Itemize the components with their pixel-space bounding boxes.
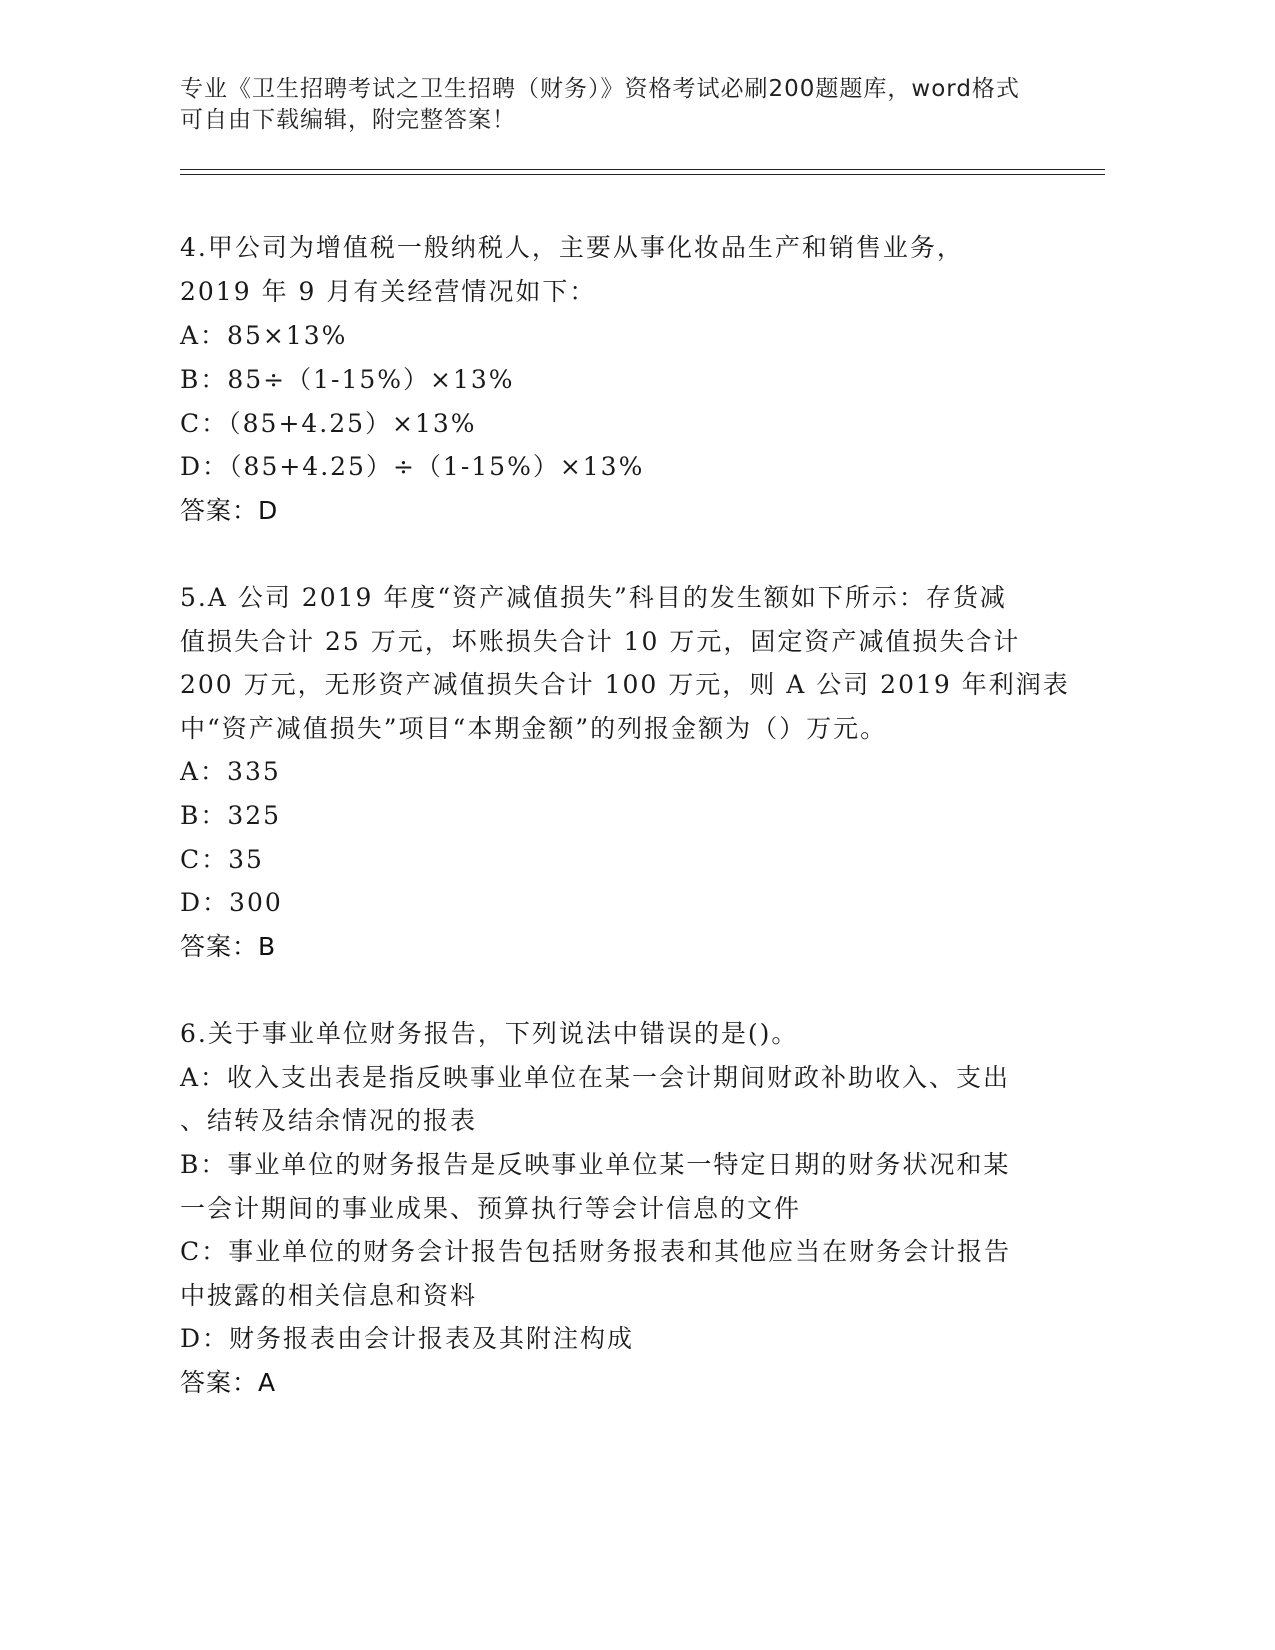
question-4-text-line-2: 2019 年 9 月有关经营情况如下： [180, 277, 597, 306]
question-5-option-d: D：300 [180, 888, 283, 917]
question-6-option-a-line-2: 、结转及结余情况的报表 [180, 1106, 478, 1135]
question-6-answer: 答案：A [180, 1368, 277, 1397]
question-6-option-c-line-1: C：事业单位的财务会计报告包括财务报表和其他应当在财务会计报告 [180, 1237, 1012, 1266]
question-4-text-line-1: 4.甲公司为增值税一般纳税人，主要从事化妆品生产和销售业务， [180, 233, 964, 262]
question-5-text-line-2: 值损失合计 25 万元，坏账损失合计 10 万元，固定资产减值损失合计 [180, 627, 1021, 656]
question-4-option-d: D：（85+4.25）÷（1-15%）×13% [180, 452, 645, 481]
document-header [180, 74, 1040, 136]
question-5-text-line-3: 200 万元，无形资产减值损失合计 100 万元，则 A 公司 2019 年利润表 [180, 670, 1070, 699]
question-5-option-b: B：325 [180, 801, 282, 830]
question-4-answer: 答案：D [180, 496, 279, 525]
question-6-option-b-line-2: 一会计期间的事业成果、预算执行等会计信息的文件 [180, 1194, 802, 1223]
question-6-option-c-line-2: 中披露的相关信息和资料 [180, 1281, 478, 1310]
question-6-option-d: D：财务报表由会计报表及其附注构成 [180, 1324, 635, 1353]
header-divider-top [180, 169, 1105, 170]
question-6-option-b-line-1: B：事业单位的财务报告是反映事业单位某一特定日期的财务状况和某 [180, 1150, 1011, 1179]
question-5-answer: 答案：B [180, 932, 277, 961]
question-4-option-c: C：（85+4.25）×13% [180, 409, 477, 438]
header-divider-bottom [180, 174, 1105, 175]
question-6-option-a-line-1: A：收入支出表是指反映事业单位在某一会计期间财政补助收入、支出 [180, 1063, 1011, 1092]
question-5-option-c: C：35 [180, 845, 264, 874]
header-line-1: 专业《卫生招聘考试之卫生招聘（财务）》资格考试必刷200题题库，word格式 [180, 76, 1020, 102]
question-4-option-a: A：85×13% [180, 321, 348, 350]
question-4-option-b: B：85÷（1-15%）×13% [180, 365, 515, 394]
question-6-text-line-1: 6.关于事业单位财务报告，下列说法中错误的是()。 [180, 1019, 799, 1048]
question-5-text-line-1: 5.A 公司 2019 年度“资产减值损失”科目的发生额如下所示：存货减 [180, 583, 1007, 612]
question-5-option-a: A：335 [180, 757, 281, 786]
header-line-2: 可自由下载编辑，附完整答案！ [180, 107, 516, 133]
question-5-text-line-4: 中“资产减值损失”项目“本期金额”的列报金额为（）万元。 [180, 714, 888, 743]
